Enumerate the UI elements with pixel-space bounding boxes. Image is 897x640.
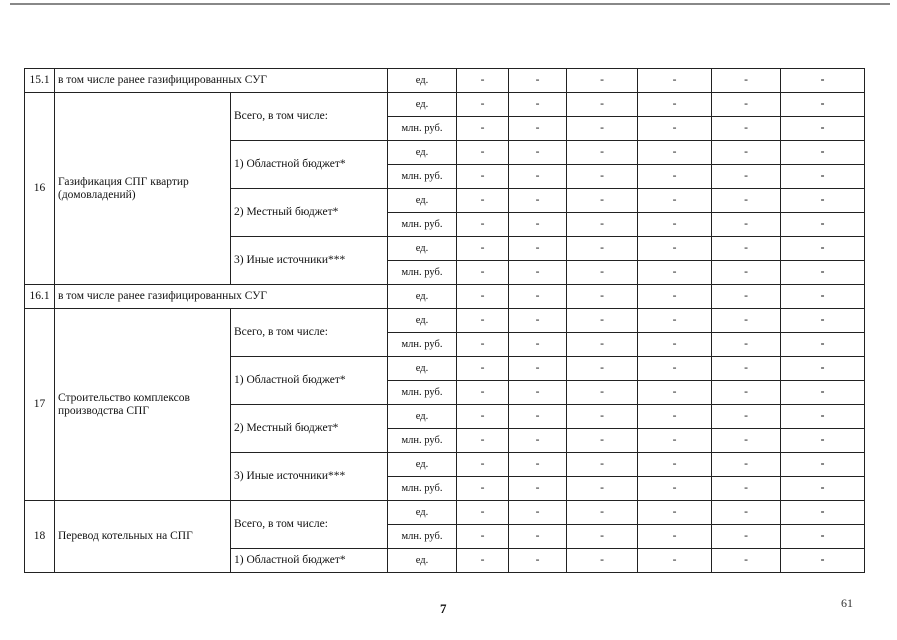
value-cell: - <box>781 213 865 237</box>
value-cell: - <box>781 309 865 333</box>
funding-source: Всего, в том числе: <box>231 93 388 141</box>
unit-cell: ед. <box>388 405 457 429</box>
value-cell: - <box>457 93 509 117</box>
value-cell: - <box>457 261 509 285</box>
unit-cell: ед. <box>388 357 457 381</box>
value-cell: - <box>567 189 638 213</box>
value-cell: - <box>781 549 865 573</box>
value-cell: - <box>638 453 712 477</box>
value-cell: - <box>457 333 509 357</box>
value-cell: - <box>509 453 567 477</box>
value-cell: - <box>712 381 781 405</box>
value-cell: - <box>781 477 865 501</box>
unit-cell: ед. <box>388 93 457 117</box>
value-cell: - <box>509 429 567 453</box>
value-cell: - <box>638 405 712 429</box>
value-cell: - <box>567 93 638 117</box>
value-cell: - <box>567 525 638 549</box>
value-cell: - <box>781 189 865 213</box>
row-number: 18 <box>25 501 55 573</box>
unit-cell: ед. <box>388 285 457 309</box>
value-cell: - <box>509 405 567 429</box>
budget-table <box>24 68 865 573</box>
value-cell: - <box>712 405 781 429</box>
value-cell: - <box>712 93 781 117</box>
value-cell: - <box>457 165 509 189</box>
table-row <box>25 69 865 93</box>
unit-cell: ед. <box>388 141 457 165</box>
value-cell: - <box>567 333 638 357</box>
funding-source: 1) Областной бюджет* <box>231 549 388 573</box>
value-cell: - <box>457 117 509 141</box>
value-cell: - <box>712 549 781 573</box>
funding-source: Всего, в том числе: <box>231 309 388 357</box>
value-cell: - <box>457 477 509 501</box>
value-cell: - <box>781 237 865 261</box>
row-number: 16.1 <box>25 285 55 309</box>
unit-cell: млн. руб. <box>388 117 457 141</box>
value-cell: - <box>638 357 712 381</box>
unit-cell: млн. руб. <box>388 429 457 453</box>
value-cell: - <box>781 285 865 309</box>
value-cell: - <box>509 501 567 525</box>
funding-source: Всего, в том числе: <box>231 501 388 549</box>
unit-cell: ед. <box>388 549 457 573</box>
value-cell: - <box>457 453 509 477</box>
value-cell: - <box>781 93 865 117</box>
value-cell: - <box>567 309 638 333</box>
value-cell: - <box>712 69 781 93</box>
funding-source: 3) Иные источники*** <box>231 453 388 501</box>
value-cell: - <box>509 357 567 381</box>
value-cell: - <box>638 381 712 405</box>
value-cell: - <box>509 141 567 165</box>
value-cell: - <box>509 333 567 357</box>
unit-cell: ед. <box>388 501 457 525</box>
value-cell: - <box>712 429 781 453</box>
unit-cell: млн. руб. <box>388 333 457 357</box>
value-cell: - <box>638 93 712 117</box>
value-cell: - <box>712 165 781 189</box>
value-cell: - <box>567 405 638 429</box>
value-cell: - <box>509 165 567 189</box>
value-cell: - <box>712 309 781 333</box>
value-cell: - <box>457 357 509 381</box>
value-cell: - <box>638 501 712 525</box>
value-cell: - <box>509 189 567 213</box>
row-number: 17 <box>25 309 55 501</box>
value-cell: - <box>457 69 509 93</box>
value-cell: - <box>509 381 567 405</box>
funding-source: 1) Областной бюджет* <box>231 141 388 189</box>
value-cell: - <box>567 453 638 477</box>
value-cell: - <box>638 285 712 309</box>
value-cell: - <box>781 453 865 477</box>
value-cell: - <box>781 525 865 549</box>
value-cell: - <box>712 213 781 237</box>
value-cell: - <box>567 237 638 261</box>
value-cell: - <box>567 477 638 501</box>
value-cell: - <box>567 261 638 285</box>
value-cell: - <box>567 381 638 405</box>
value-cell: - <box>457 285 509 309</box>
value-cell: - <box>781 117 865 141</box>
table-row <box>25 285 865 309</box>
value-cell: - <box>457 237 509 261</box>
row-number: 16 <box>25 93 55 285</box>
value-cell: - <box>638 189 712 213</box>
value-cell: - <box>509 93 567 117</box>
value-cell: - <box>781 501 865 525</box>
value-cell: - <box>638 69 712 93</box>
value-cell: - <box>781 381 865 405</box>
value-cell: - <box>712 285 781 309</box>
table-row <box>25 93 865 117</box>
value-cell: - <box>712 453 781 477</box>
unit-cell: ед. <box>388 453 457 477</box>
value-cell: - <box>457 549 509 573</box>
value-cell: - <box>638 309 712 333</box>
value-cell: - <box>509 549 567 573</box>
value-cell: - <box>638 261 712 285</box>
row-description: Строительство комплексов производства СПГ <box>55 309 231 501</box>
value-cell: - <box>509 69 567 93</box>
value-cell: - <box>638 117 712 141</box>
value-cell: - <box>567 213 638 237</box>
unit-cell: млн. руб. <box>388 213 457 237</box>
value-cell: - <box>638 429 712 453</box>
value-cell: - <box>457 525 509 549</box>
value-cell: - <box>781 357 865 381</box>
value-cell: - <box>712 117 781 141</box>
value-cell: - <box>712 141 781 165</box>
row-description: Перевод котельных на СПГ <box>55 501 231 573</box>
value-cell: - <box>712 357 781 381</box>
value-cell: - <box>781 405 865 429</box>
table-row <box>25 309 865 333</box>
value-cell: - <box>638 525 712 549</box>
value-cell: - <box>457 189 509 213</box>
value-cell: - <box>781 141 865 165</box>
unit-cell: ед. <box>388 189 457 213</box>
value-cell: - <box>781 333 865 357</box>
row-description: в том числе ранее газифицированных СУГ <box>55 69 388 93</box>
unit-cell: млн. руб. <box>388 525 457 549</box>
value-cell: - <box>457 141 509 165</box>
value-cell: - <box>509 117 567 141</box>
value-cell: - <box>567 501 638 525</box>
value-cell: - <box>638 213 712 237</box>
value-cell: - <box>457 381 509 405</box>
value-cell: - <box>712 477 781 501</box>
table-row <box>25 501 865 525</box>
funding-source: 2) Местный бюджет* <box>231 405 388 453</box>
value-cell: - <box>567 165 638 189</box>
value-cell: - <box>567 357 638 381</box>
value-cell: - <box>509 477 567 501</box>
value-cell: - <box>457 429 509 453</box>
value-cell: - <box>457 213 509 237</box>
value-cell: - <box>712 189 781 213</box>
value-cell: - <box>457 309 509 333</box>
value-cell: - <box>781 69 865 93</box>
unit-cell: ед. <box>388 309 457 333</box>
unit-cell: ед. <box>388 69 457 93</box>
sheet-number: 61 <box>841 596 853 610</box>
value-cell: - <box>712 525 781 549</box>
value-cell: - <box>567 69 638 93</box>
page-number: 7 <box>440 601 447 616</box>
unit-cell: ед. <box>388 237 457 261</box>
funding-source: 2) Местный бюджет* <box>231 189 388 237</box>
value-cell: - <box>567 285 638 309</box>
value-cell: - <box>638 141 712 165</box>
row-description: Газификация СПГ квартир (домовладений) <box>55 93 231 285</box>
value-cell: - <box>509 213 567 237</box>
value-cell: - <box>567 429 638 453</box>
funding-source: 3) Иные источники*** <box>231 237 388 285</box>
value-cell: - <box>638 549 712 573</box>
value-cell: - <box>509 285 567 309</box>
value-cell: - <box>567 117 638 141</box>
value-cell: - <box>638 333 712 357</box>
unit-cell: млн. руб. <box>388 381 457 405</box>
value-cell: - <box>457 501 509 525</box>
value-cell: - <box>567 141 638 165</box>
value-cell: - <box>638 165 712 189</box>
value-cell: - <box>781 261 865 285</box>
value-cell: - <box>509 525 567 549</box>
value-cell: - <box>509 261 567 285</box>
scan-edge-line <box>10 3 890 5</box>
value-cell: - <box>638 477 712 501</box>
value-cell: - <box>712 333 781 357</box>
unit-cell: млн. руб. <box>388 477 457 501</box>
value-cell: - <box>509 309 567 333</box>
unit-cell: млн. руб. <box>388 165 457 189</box>
unit-cell: млн. руб. <box>388 261 457 285</box>
row-number: 15.1 <box>25 69 55 93</box>
value-cell: - <box>638 237 712 261</box>
value-cell: - <box>781 165 865 189</box>
value-cell: - <box>457 405 509 429</box>
row-description: в том числе ранее газифицированных СУГ <box>55 285 388 309</box>
value-cell: - <box>567 549 638 573</box>
value-cell: - <box>712 237 781 261</box>
value-cell: - <box>712 261 781 285</box>
value-cell: - <box>781 429 865 453</box>
budget-table-wrapper <box>24 68 865 573</box>
value-cell: - <box>712 501 781 525</box>
value-cell: - <box>509 237 567 261</box>
funding-source: 1) Областной бюджет* <box>231 357 388 405</box>
